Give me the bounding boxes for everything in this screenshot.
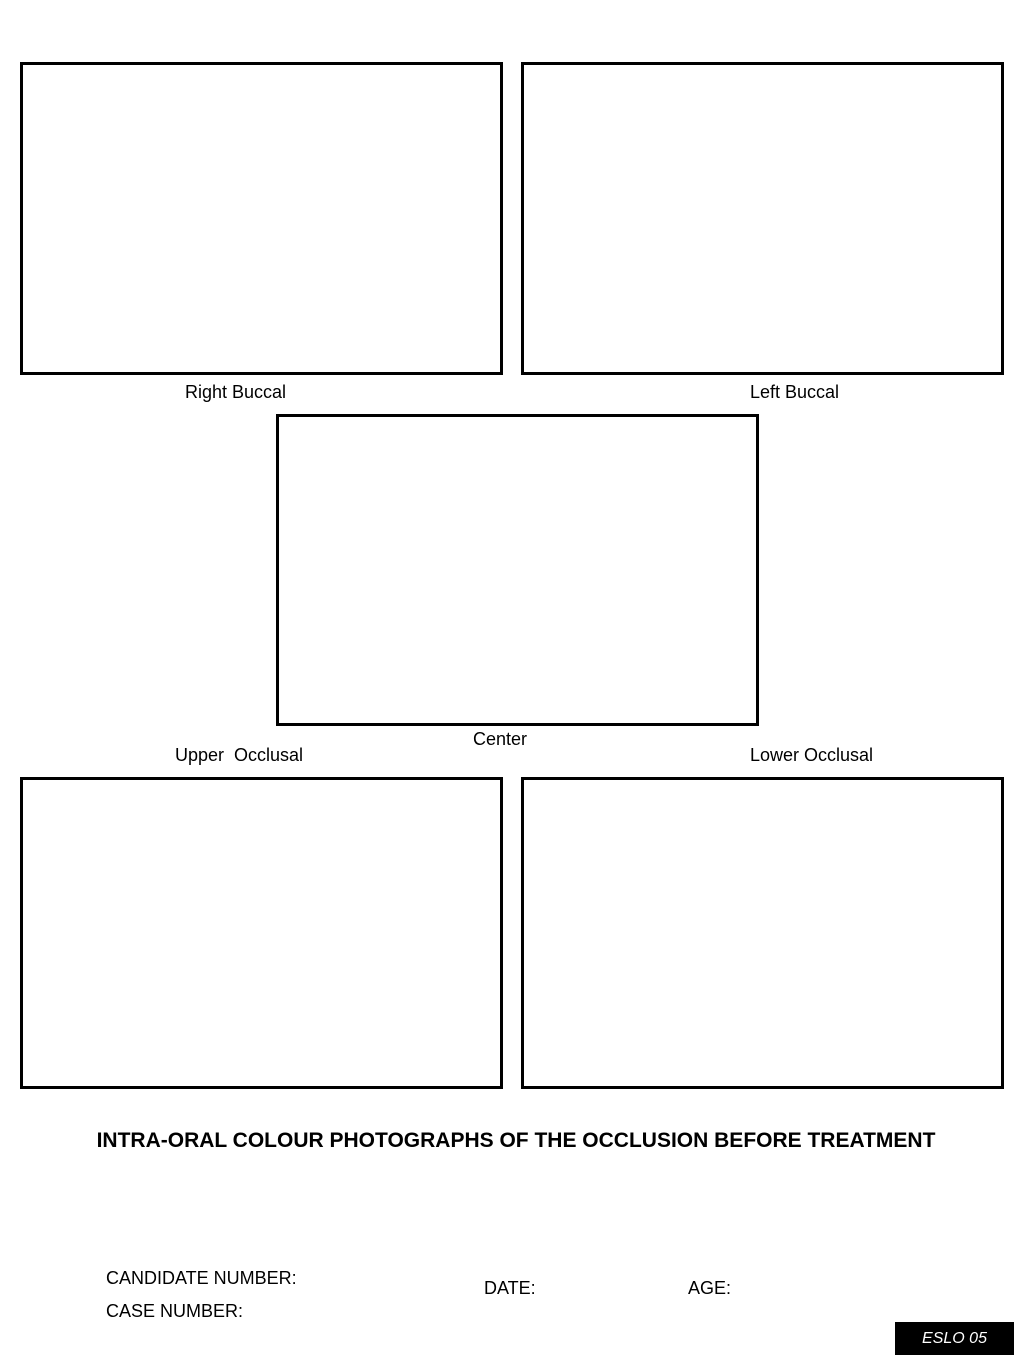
upper-occlusal-label: Upper Occlusal bbox=[175, 745, 304, 765]
right-buccal-label: Right Buccal bbox=[185, 382, 287, 402]
lower-occlusal-label: Lower Occlusal bbox=[750, 745, 874, 765]
center-photo-box bbox=[276, 414, 759, 726]
page-title: INTRA-ORAL COLOUR PHOTOGRAPHS OF THE OCCLUSION BEFORE TREATMENT bbox=[96, 1129, 936, 1152]
right-buccal-photo-box bbox=[20, 62, 503, 375]
left-buccal-label: Left Buccal bbox=[750, 382, 840, 402]
upper-occlusal-photo-box bbox=[20, 777, 503, 1089]
candidate-number-label: CANDIDATE NUMBER: bbox=[106, 1268, 297, 1288]
lower-occlusal-photo-box bbox=[521, 777, 1004, 1089]
center-label: Center bbox=[473, 729, 528, 749]
case-number-label: CASE NUMBER: bbox=[106, 1301, 244, 1321]
date-label: DATE: bbox=[484, 1278, 536, 1298]
form-code-badge: ESLO 05 bbox=[895, 1322, 1014, 1355]
age-label: AGE: bbox=[688, 1278, 732, 1298]
left-buccal-photo-box bbox=[521, 62, 1004, 375]
